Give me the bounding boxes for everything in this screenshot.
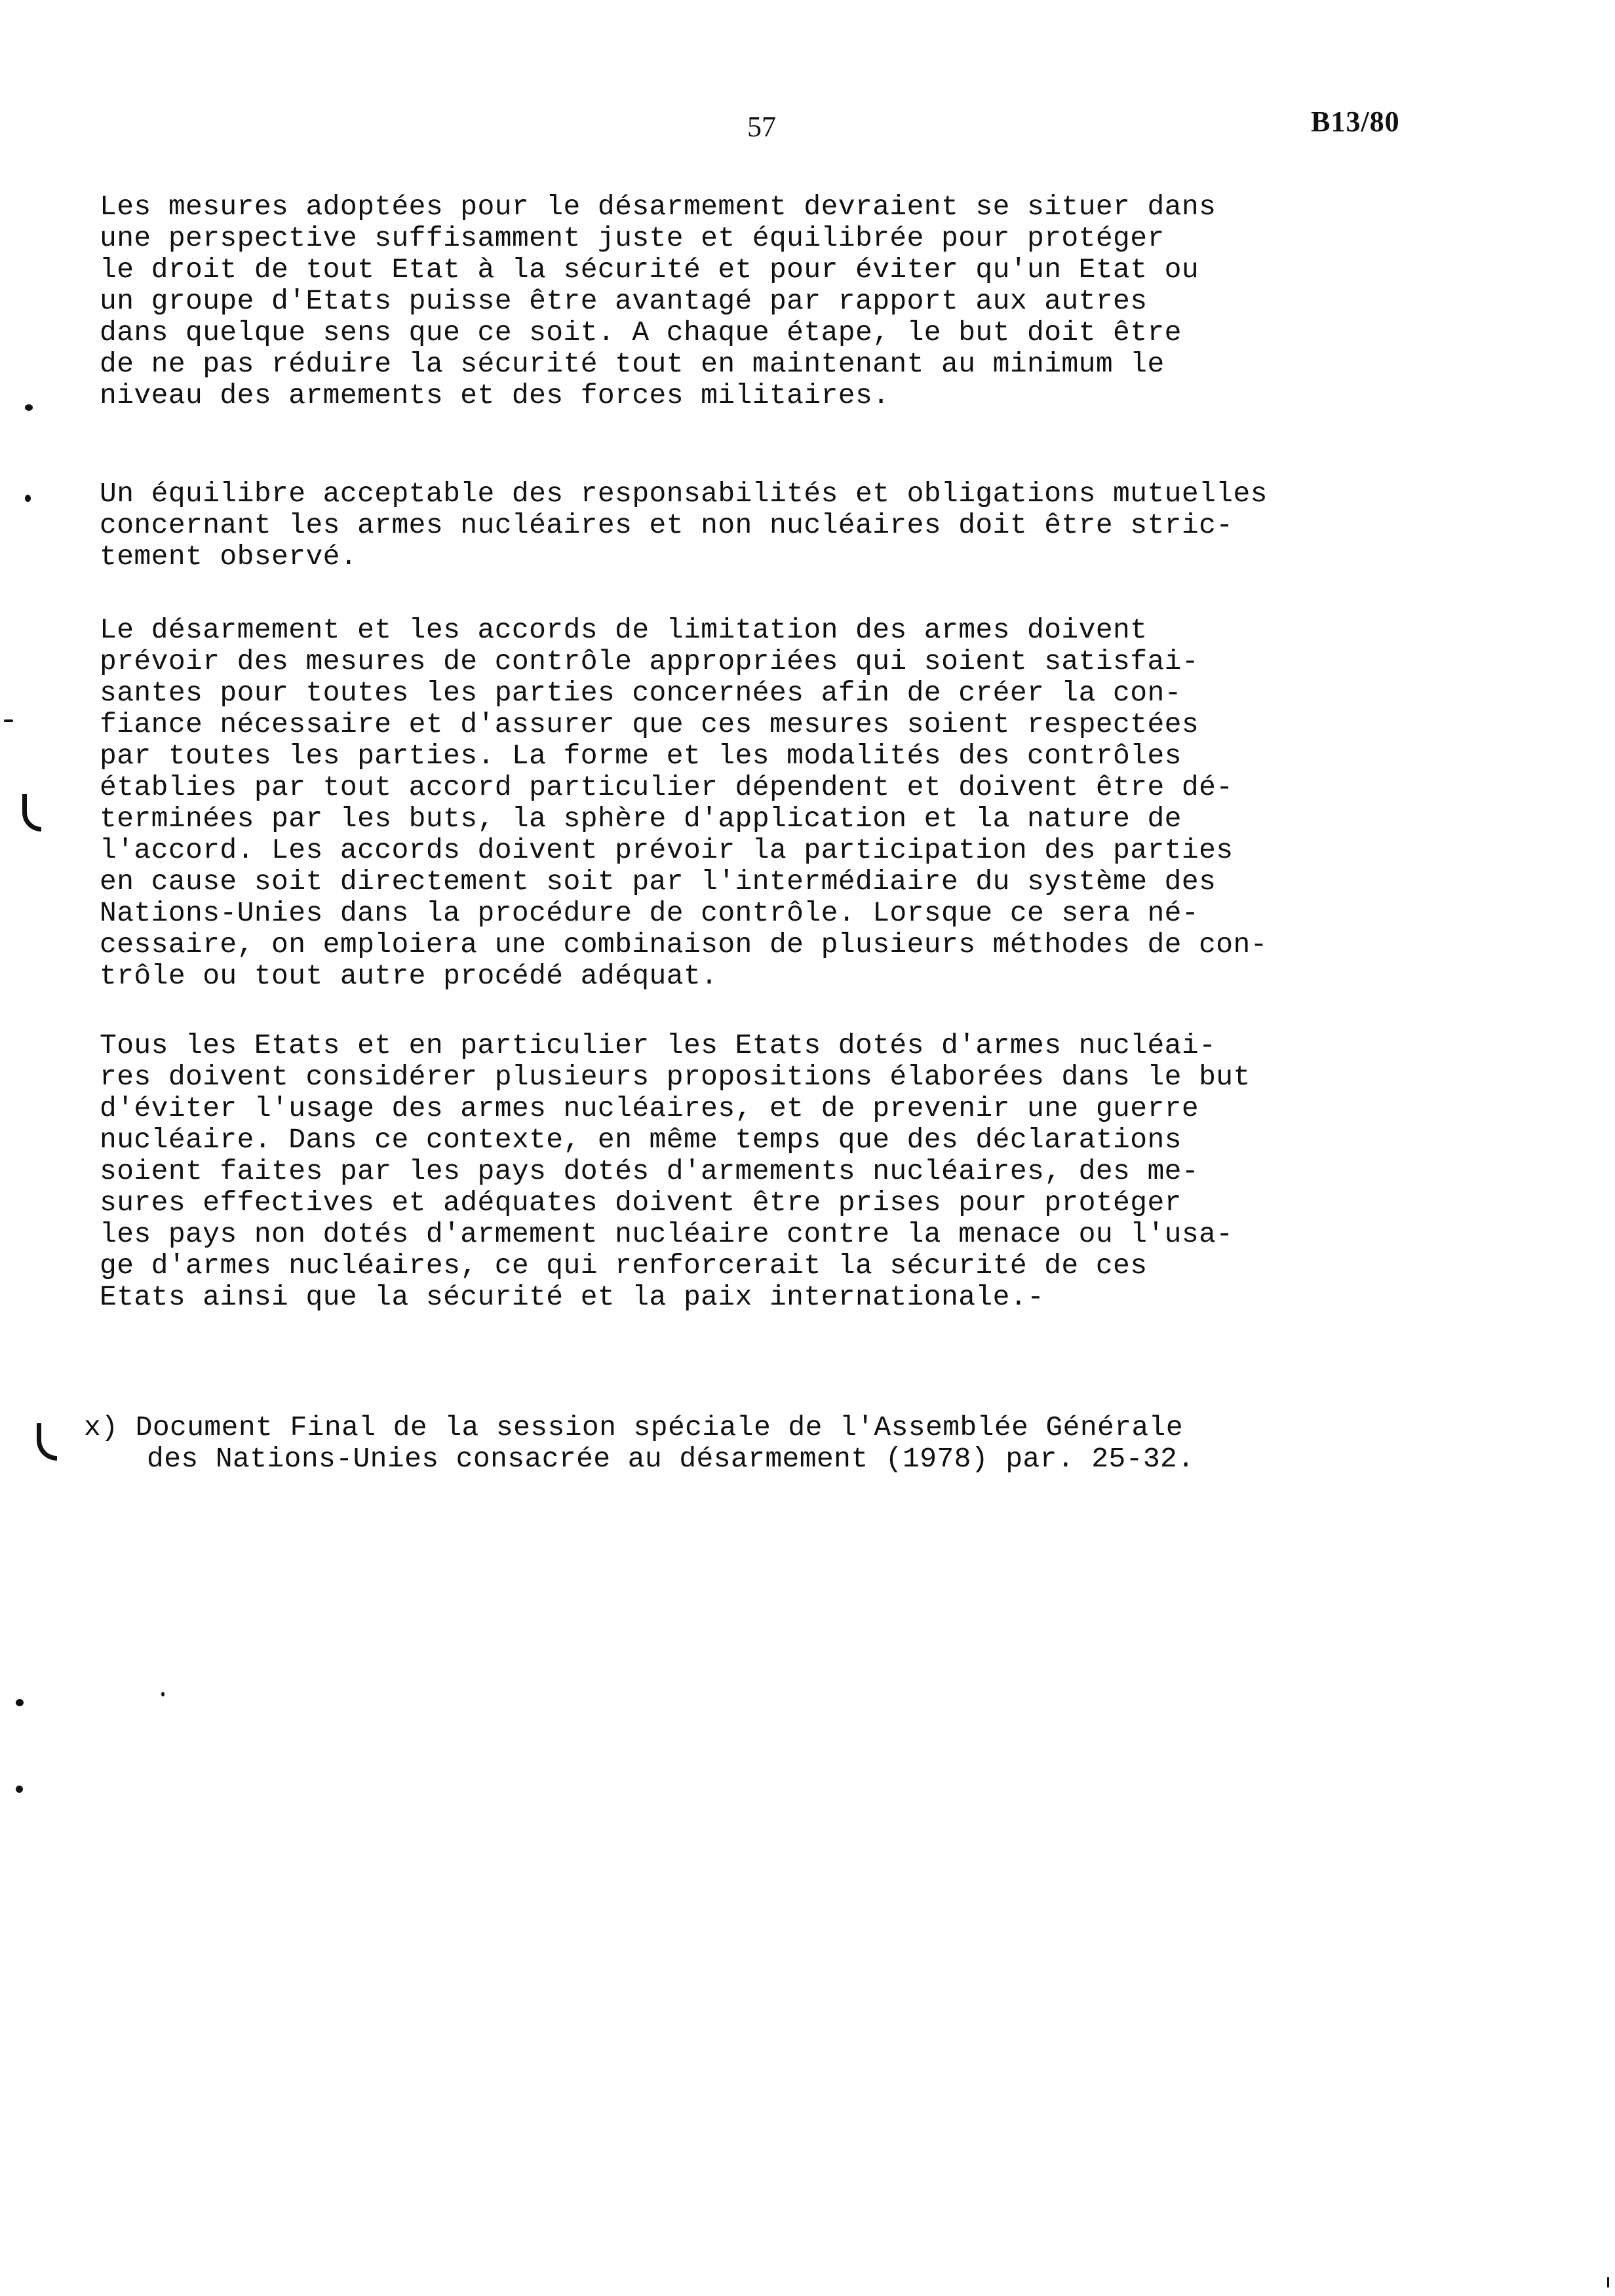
text-line: prévoir des mesures de contrôle appropriées qui soient satisfai-	[100, 645, 1199, 678]
text-line: par toutes les parties. La forme et les modalités des contrôles	[100, 740, 1182, 772]
text-line: fiance nécessaire et d'assurer que ces mesures soient respectées	[100, 708, 1199, 740]
text-line: un groupe d'Etats puisse être avantagé par rapport aux autres	[100, 285, 1148, 317]
text-line: Le désarmement et les accords de limitation des armes doivent	[100, 614, 1148, 646]
text-line: Les mesures adoptées pour le désarmement devraient se situer dans	[100, 191, 1216, 223]
footnote	[84, 1412, 1194, 1475]
text-line: Etats ainsi que la sécurité et la paix internationale.-	[100, 1281, 1045, 1313]
text-line: une perspective suffisamment juste et équilibrée pour protéger	[100, 222, 1165, 254]
text-line: dans quelque sens que ce soit. A chaque étape, le but doit être	[100, 316, 1182, 349]
text-line: sures effectives et adéquates doivent être prises pour protéger	[100, 1187, 1182, 1219]
paragraph-3	[100, 615, 1476, 992]
text-line: cessaire, on emploiera une combinaison de plusieurs méthodes de con-	[100, 928, 1268, 961]
text-line: tement observé.	[100, 541, 358, 573]
margin-mark	[1607, 2277, 1609, 2287]
text-line: terminées par les buts, la sphère d'application et la nature de	[100, 803, 1182, 835]
text-line: de ne pas réduire la sécurité tout en maintenant au minimum le	[100, 348, 1165, 380]
margin-mark	[4, 719, 13, 722]
text-line: santes pour toutes les parties concernées afin de créer la con-	[100, 677, 1182, 709]
text-line: en cause soit directement soit par l'intermédiaire du système des	[100, 866, 1216, 898]
text-line: soient faites par les pays dotés d'armements nucléaires, des me-	[100, 1155, 1199, 1187]
text-line: ge d'armes nucléaires, ce qui renforcerait la sécurité de ces	[100, 1250, 1148, 1282]
margin-mark	[16, 1699, 24, 1706]
text-line: nucléaire. Dans ce contexte, en même temps que des déclarations	[100, 1124, 1182, 1156]
text-line: d'éviter l'usage des armes nucléaires, et de prevenir une guerre	[100, 1092, 1199, 1124]
margin-mark	[16, 1786, 23, 1793]
text-line: niveau des armements et des forces militaires.	[100, 379, 890, 411]
text-line: res doivent considérer plusieurs propositions élaborées dans le but	[100, 1061, 1251, 1093]
footnote-bracket-mark	[37, 1423, 57, 1461]
text-line: Un équilibre acceptable des responsabilités et obligations mutuelles	[100, 478, 1268, 510]
text-line: Tous les Etats et en particulier les Etats dotés d'armes nucléai-	[100, 1029, 1216, 1062]
text-line: concernant les armes nucléaires et non nucléaires doit être stric-	[100, 509, 1234, 541]
paragraph-4	[100, 1030, 1476, 1313]
text-line: établies par tout accord particulier dépendent et doivent être dé-	[100, 771, 1234, 803]
document-reference: B13/80	[1311, 105, 1400, 138]
margin-bracket-mark	[22, 794, 41, 832]
paragraph-1	[100, 191, 1476, 411]
text-line: le droit de tout Etat à la sécurité et pour éviter qu'un Etat ou	[100, 254, 1199, 286]
paragraph-2	[100, 478, 1476, 573]
text-line: les pays non dotés d'armement nucléaire contre la menace ou l'usa-	[100, 1218, 1234, 1250]
margin-mark	[25, 404, 33, 411]
text-line: l'accord. Les accords doivent prévoir la participation des parties	[100, 834, 1234, 866]
footnote-line: des Nations-Unies consacrée au désarmement (1978) par. 25-32.	[147, 1443, 1195, 1475]
margin-mark	[25, 495, 31, 502]
text-line: Nations-Unies dans la procédure de contrôle. Lorsque ce sera né-	[100, 897, 1199, 929]
text-line: trôle ou tout autre procédé adéquat.	[100, 960, 718, 992]
margin-mark	[161, 1692, 165, 1696]
page-number: 57	[747, 111, 776, 143]
footnote-line: x) Document Final de la session spéciale de l'Assemblée Générale	[84, 1411, 1184, 1444]
